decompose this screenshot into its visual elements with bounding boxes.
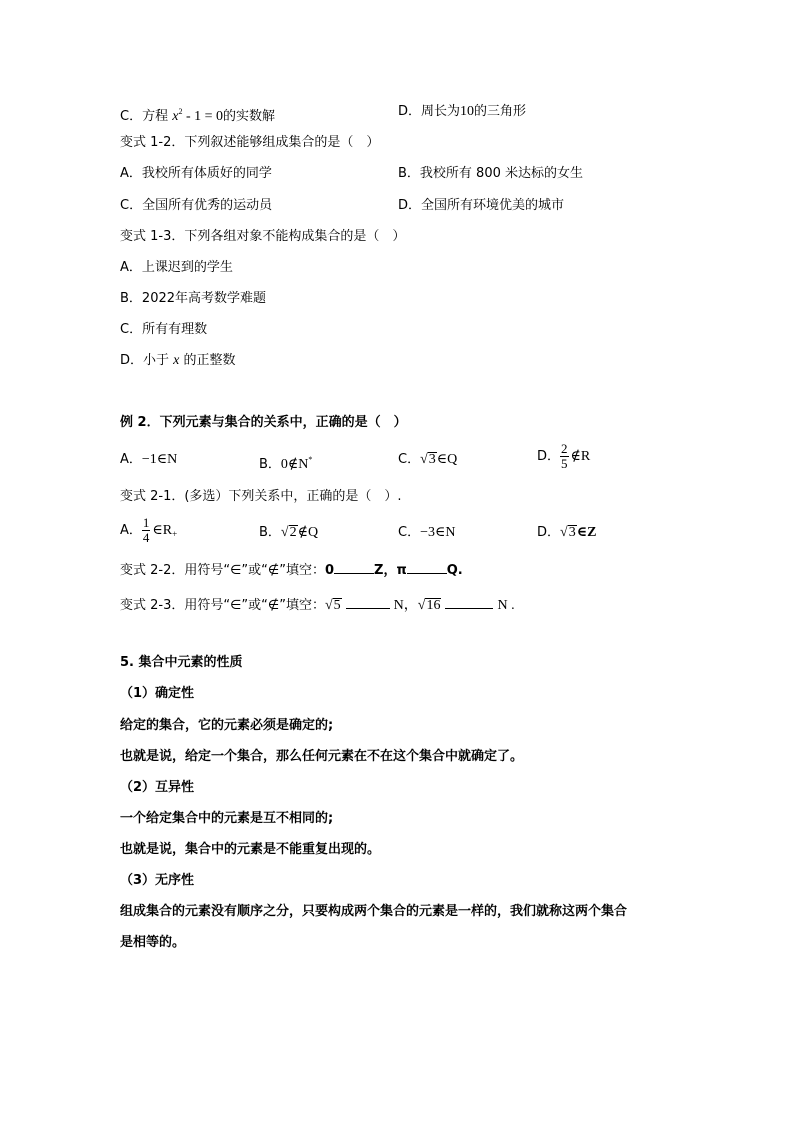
fraction <box>560 442 569 471</box>
math-expr: −1∈N <box>141 452 178 467</box>
option-text: D．小于 <box>120 353 174 368</box>
variant-1-3-option-d <box>120 352 236 370</box>
fraction-numerator: 1 <box>142 515 150 530</box>
math-expr: ∈Z <box>576 525 597 540</box>
variant-1-2-option-a: A．我校所有体质好的同学 <box>120 166 272 181</box>
example-2-option-d <box>537 442 590 471</box>
variant-2-2 <box>120 561 463 580</box>
option-c-equation <box>120 103 275 126</box>
option-label: A． <box>120 452 142 467</box>
math-expr: ∉R <box>570 449 591 464</box>
example-2-title: 例 2．下列元素与集合的关系中，正确的是（ ） <box>120 415 407 430</box>
fill-blank[interactable] <box>346 596 390 609</box>
math-expr: 0∉N <box>280 457 309 472</box>
math-expr: −3∈N <box>420 525 456 540</box>
variant-2-1-title: 变式 2-1．(多选）下列关系中，正确的是（ ）. <box>120 489 402 504</box>
variant-1-2-option-d: D．全国所有环境优美的城市 <box>398 198 565 213</box>
sqrt: √3 <box>420 452 436 467</box>
section-5-title: 5. 集合中元素的性质 <box>120 655 243 670</box>
math-expr: ∈R <box>152 523 173 538</box>
variant-2-3 <box>120 596 515 615</box>
variant-1-2-option-b: B．我校所有 800 米达标的女生 <box>398 166 583 181</box>
sqrt: √16 <box>417 598 441 613</box>
sqrt: √3 <box>560 525 576 540</box>
option-text: C．方程 <box>120 109 173 124</box>
variant-2-1-option-c <box>398 524 455 542</box>
property-text: 是相等的。 <box>120 935 186 950</box>
option-label: B． <box>259 525 281 540</box>
math-expr: N， <box>393 598 418 613</box>
property-heading-2: （2）互异性 <box>120 780 195 795</box>
variant-1-3-option-c: C．所有有理数 <box>120 322 208 337</box>
sqrt-arg: 16 <box>426 598 441 613</box>
question-text: 变式 2-2．用符号“∈”或“∉”填空： <box>120 563 325 578</box>
option-d-triangle <box>398 103 526 121</box>
sqrt: √5 <box>324 598 341 613</box>
math-expr: Q. <box>446 563 463 578</box>
option-text: 的三角形 <box>474 104 527 119</box>
property-text: 也就是说，集合中的元素是不能重复出现的。 <box>120 842 381 857</box>
math-expr: 0 <box>324 563 335 578</box>
variant-1-2-option-c: C．全国所有优秀的运动员 <box>120 198 273 213</box>
variant-1-2-title: 变式 1-2．下列叙述能够组成集合的是（ ） <box>120 135 380 150</box>
fraction <box>142 516 151 545</box>
option-label: B． <box>259 457 281 472</box>
variant-1-3-option-a: A．上课迟到的学生 <box>120 260 233 275</box>
fraction-denominator: 5 <box>561 456 568 471</box>
math-expr: ∉Q <box>297 525 319 540</box>
example-2-option-b <box>259 451 312 474</box>
variant-1-3-title: 变式 1-3．下列各组对象不能构成集合的是（ ） <box>120 229 406 244</box>
variant-2-1-option-a <box>120 516 177 545</box>
variant-2-1-option-d <box>537 524 596 542</box>
property-heading-3: （3）无序性 <box>120 873 195 888</box>
fill-blank[interactable] <box>445 596 493 609</box>
math-expr: Z，π <box>374 563 407 578</box>
sqrt-arg: 5 <box>333 598 341 613</box>
math-superscript: * <box>308 455 313 464</box>
fraction-numerator: 2 <box>561 441 568 456</box>
sqrt-arg: 2 <box>289 525 297 540</box>
property-text: 也就是说，给定一个集合，那么任何元素在不在这个集合中就确定了。 <box>120 749 524 764</box>
sqrt: √2 <box>280 525 297 540</box>
option-label: D． <box>537 525 561 540</box>
fill-blank[interactable] <box>334 561 374 574</box>
math-expr: N . <box>497 598 515 613</box>
example-2-option-c <box>398 451 457 469</box>
option-label: C． <box>398 452 421 467</box>
option-text: 的实数解 <box>223 109 276 124</box>
option-text: D．周长为 <box>398 104 461 119</box>
sqrt-arg: 3 <box>568 525 576 540</box>
fraction-denominator: 4 <box>142 530 150 545</box>
math-expr: - 1 = 0 <box>182 109 223 124</box>
math-subscript: + <box>172 529 178 539</box>
math-number: 10 <box>460 104 475 119</box>
option-label: D． <box>537 449 561 464</box>
fill-blank[interactable] <box>407 561 447 574</box>
property-text: 组成集合的元素没有顺序之分，只要构成两个集合的元素是一样的，我们就称这两个集合 <box>120 904 628 919</box>
sqrt-arg: 3 <box>428 452 436 467</box>
question-text: 变式 2-3．用符号“∈”或“∉”填空： <box>120 598 325 613</box>
option-label: A． <box>120 523 142 538</box>
property-heading-1: （1）确定性 <box>120 686 195 701</box>
math-var: x <box>173 353 180 368</box>
property-text: 一个给定集合中的元素是互不相同的; <box>120 811 334 826</box>
math-var: x <box>172 109 179 124</box>
math-exponent: 2 <box>178 107 183 116</box>
option-label: C． <box>398 525 421 540</box>
variant-1-3-option-b: B．2022年高考数学难题 <box>120 291 267 306</box>
example-2-option-a <box>120 451 177 469</box>
option-text: 的正整数 <box>179 353 236 368</box>
variant-2-1-option-b <box>259 524 318 542</box>
math-expr: ∈Q <box>436 452 458 467</box>
property-text: 给定的集合，它的元素必须是确定的; <box>120 718 334 733</box>
